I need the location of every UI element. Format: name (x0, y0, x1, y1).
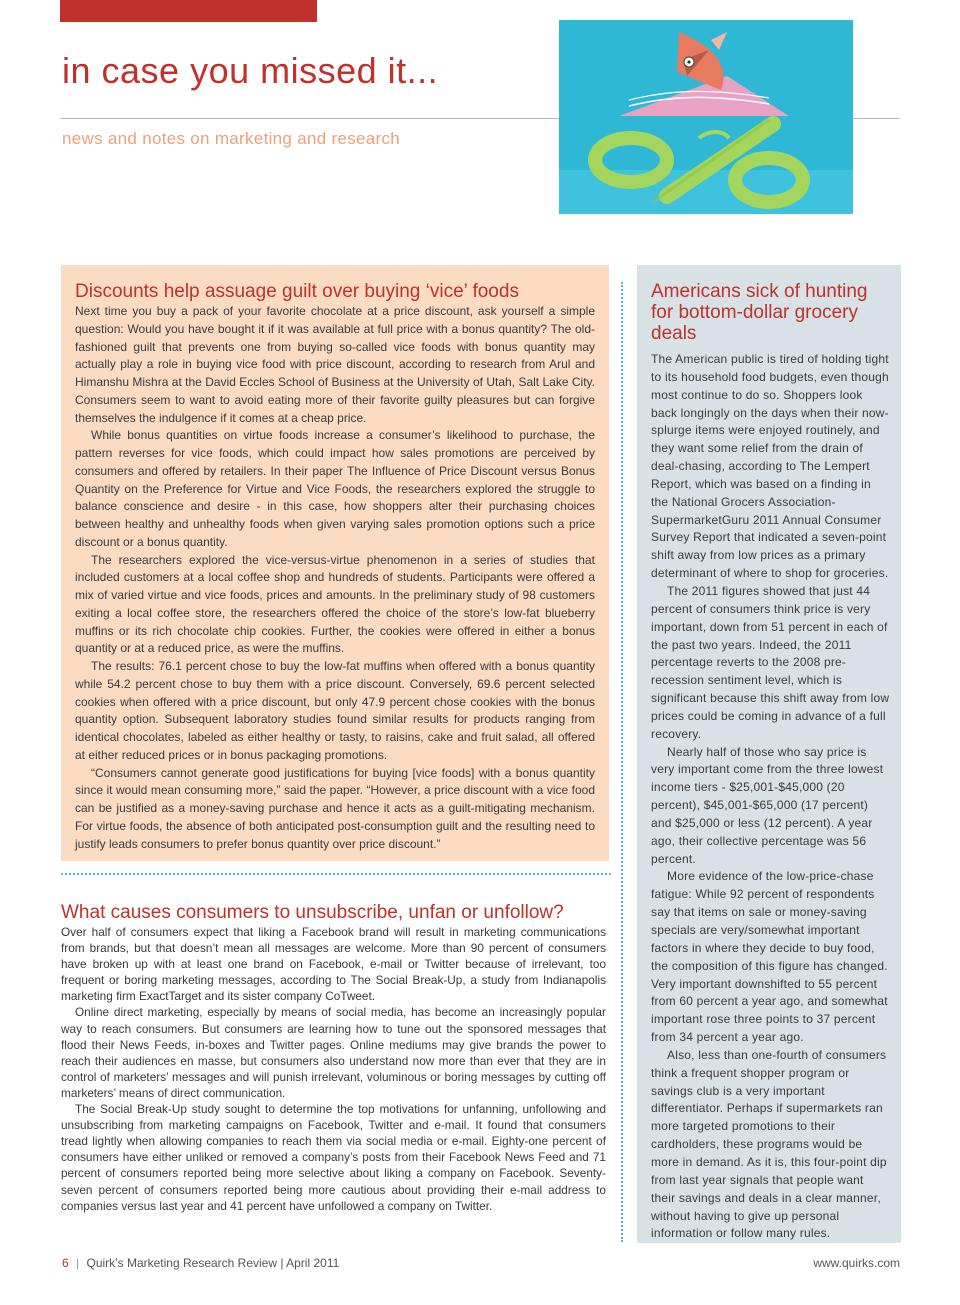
hero-illustration (559, 20, 853, 214)
article-vice-paragraph: The researchers explored the vice-versus-virtue phenomenon in a series of studies that included customers at a local coffee shop and hundreds of students. Participants were offered a mix of varied virtue and vice foods, prices and amounts. In the preliminary study of 98 customers exiting a local coffee store, the researchers offered the choice of the store’s low-fat blueberry muffins or its rich chocolate chip cookies. Further, the cookies were offered in either a bonus quantity or at a reduced price, as were the muffins. (75, 552, 595, 656)
article-americans-paragraph: The American public is tired of holding tight to its household food budgets, even though most continue to do so. Shoppers look back longingly on the days when their now-splurge items were enjoyed routinely, and they want some relief from the drain of deal-chasing, according to The Lempert Report, which was based on a finding in the National Grocers Association-SupermarketGuru 2011 Annual Consumer Survey Report that indicated a seven-point shift away from low prices as a primary determinant of where to shop for groceries. (651, 352, 889, 581)
website-link[interactable]: www.quirks.com (813, 1256, 900, 1270)
article-unsubscribe-body (61, 924, 606, 1214)
article-vice-paragraph: The results: 76.1 percent chose to buy the low-fat muffins when offered with a bonus quantity while 54.2 percent chose to buy them with a price discount. Conversely, 69.6 percent selected cookies when offered with a price discount, but only 47.9 percent chose cookies with the bonus quantity option. Subsequent laboratory studies found similar results for products ranging from identical chocolates, labeled as either healthy or tasty, to raisins, cake and fruit salad, all offered at either reduced prices or in bonus packaging promotions. (75, 659, 595, 762)
footer-separator: | (76, 1256, 80, 1270)
article-vice-paragraph: “Consumers cannot generate good justifications for buying [vice foods] with a bonus quantity since it would mean consuming more,” said the paper. “However, a price discount with a vice food can be justified as a money-saving purchase and hence it acts as a guilt-mitigating mechanism. For virtue foods, the absence of both anticipated post-consumption guilt and the resulting need to justify leads consumers to prefer bonus quantity over price discount.” (75, 765, 595, 851)
top-accent-bar (60, 0, 317, 22)
vertical-dotted-divider (621, 282, 623, 1242)
article-americans-sidebar (637, 265, 901, 1243)
article-vice-paragraph: Next time you buy a pack of your favorite chocolate at a price discount, ask yourself a simple question: Would you have bought it if it was available at full price with a bonus quantity? The old-fashioned guilt that prevents one from buying so-called vice foods with bonus quantity may actually play a role in buying vice food with price discount, according to research from Arul and Himanshu Mishra at the David Eccles School of Business at the University of Utah, Salt Lake City. Consumers seem to want to avoid eating more of their favorite guilty pleasures but can forgive themselves the indulgence if it comes at a cheap price. (75, 304, 595, 425)
section-title: in case you missed it... (62, 50, 439, 91)
article-unsubscribe-paragraph: Over half of consumers expect that liking a Facebook brand will result in marketing communications from brands, but that doesn’t mean all messages are welcome. More than 90 percent of consumers have broken up with at least one brand on Facebook, e-mail or Twitter because of irrelevant, too frequent or boring marketing messages, according to The Social Break-Up, a study from Indianapolis marketing firm ExactTarget and its sister company CoTweet. (61, 925, 606, 1004)
article-vice-body (75, 303, 595, 853)
section-subtitle: news and notes on marketing and research (62, 129, 401, 148)
percent-sign-illustration-icon (559, 20, 853, 214)
publication-name: Quirk’s Marketing Research Review | April 2011 (86, 1256, 340, 1270)
article-vice-paragraph: While bonus quantities on virtue foods increase a consumer’s likelihood to purchase, the pattern reverses for vice foods, which could impact how sales promotions are perceived by consumers and offered by retailers. In their paper The Influence of Price Discount versus Bonus Quantity on the Preference for Virtue and Vice Foods, the researchers explored the struggle to balance conscience and desire - in this case, how shoppers alter their purchasing choices between healthy and unhealthy foods when given varying sales promotion options such a price discount or a bonus quantity. (75, 428, 595, 549)
article-unsubscribe-paragraph: The Social Break-Up study sought to determine the top motivations for unfanning, unfollowing and unsubscribing from marketing campaigns on Facebook, Twitter and e-mail. It found that consumers tread lightly when allowing companies to reach them via social media or e-mail. Eighty-one percent of consumers have either unliked or removed a company’s posts from their Facebook News Feed and 71 percent of consumers reported being more selective about liking a company on Facebook. Seventy-seven percent of consumers reported being more cautious about providing their e-mail address to companies versus last year and 41 percent have unfollowed a company on Twitter. (61, 1102, 606, 1213)
horizontal-dotted-divider (61, 873, 611, 875)
article-vice-headline: Discounts help assuage guilt over buying ‘vice’ foods (75, 281, 519, 302)
article-unsubscribe-paragraph: Online direct marketing, especially by means of social media, has become an increasingly popular way to reach consumers. But consumers are learning how to tune out the sponsored messages that flood their News Feeds, in-boxes and Twitter pages. Online mediums may give brands the power to reach their audiences en masse, but consumers also understand now more than ever that they are in control of marketers’ messages and will punish irrelevant, voluminous or boring messages by cutting off marketers’ means of direct communication. (61, 1005, 606, 1100)
article-americans-paragraph: Nearly half of those who say price is very important come from the three lowest income tiers - $25,001-$45,000 (20 percent), $45,001-$65,000 (17 percent) and $25,000 or less (12 percent). A year ago, their collective percentage was 56 percent. (651, 744, 884, 866)
article-vice-foods (61, 265, 609, 861)
article-americans-body (651, 351, 891, 1243)
footer-credit (62, 1256, 339, 1270)
article-unsubscribe (61, 902, 606, 1214)
article-americans-headline: Americans sick of hunting for bottom-dollar grocery deals (651, 281, 868, 344)
page-number: 6 (62, 1256, 69, 1270)
article-americans-paragraph: Also, less than one-fourth of consumers think a frequent shopper program or savings club is a very important differentiator. Perhaps if supermarkets ran more targeted promotions to their cardholders, these programs would be more in demand. As it is, this four-point dip from last year signals that people want their savings and deals in a clear manner, without having to give up personal information or follow many rules. (651, 1047, 887, 1241)
article-americans-paragraph: More evidence of the low-price-chase fatigue: While 92 percent of respondents say that items on sale or money-saving specials are very/somewhat important factors in where they decide to buy food, the composition of this figure has changed. Very important downshifted to 55 percent from 60 percent a year ago, and somewhat important rose three points to 37 percent from 34 percent a year ago. (651, 869, 888, 1045)
article-unsubscribe-headline: What causes consumers to unsubscribe, unfan or unfollow? (61, 902, 564, 923)
article-americans-paragraph: The 2011 figures showed that just 44 percent of consumers think price is very important, down from 51 percent in each of the past two years. Indeed, the 2011 percentage reverts to the 2008 pre-recession sentiment level, which is significant because this shift away from low prices could be coming in advance of a full recovery. (651, 583, 890, 741)
